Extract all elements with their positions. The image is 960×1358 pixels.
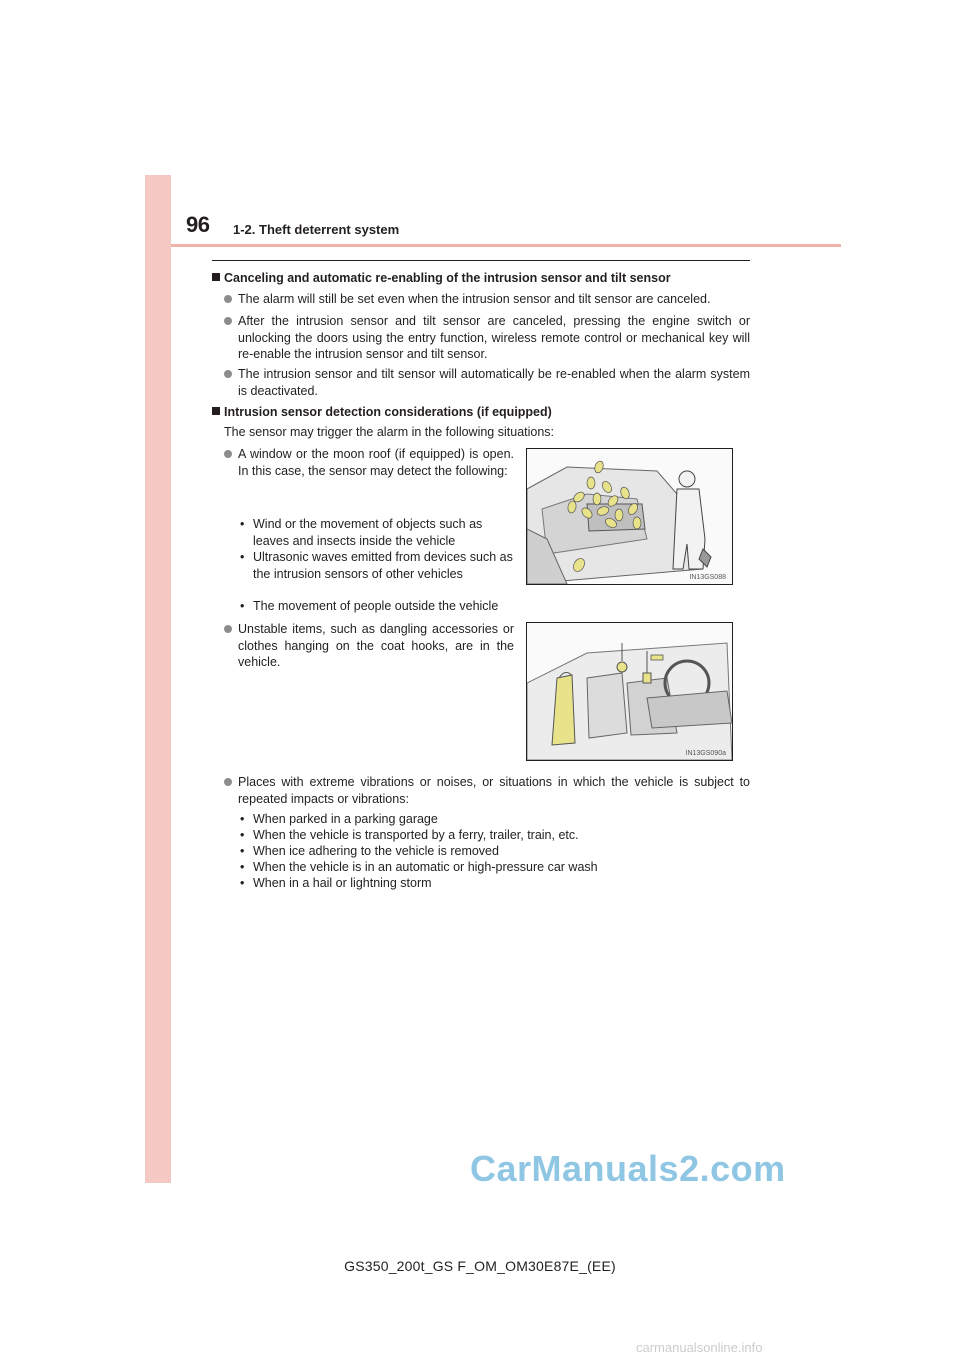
figure-code: IN13GS088: [689, 574, 726, 581]
sub-item-text: When ice adhering to the vehicle is removed: [253, 844, 499, 858]
heading-square-icon: [212, 407, 220, 415]
sub-item-text: When in a hail or lightning storm: [253, 876, 432, 890]
footer-code: GS350_200t_GS F_OM_OM30E87E_(EE): [344, 1258, 616, 1274]
heading-text: Canceling and automatic re-enabling of the intrusion sensor and tilt sensor: [224, 271, 671, 285]
figure-code: IN13GS090a: [685, 750, 726, 757]
header-rule: [171, 244, 841, 247]
sub-item: • When the vehicle is in an automatic or high-pressure car wash: [240, 859, 740, 876]
bullet-item: [224, 366, 750, 399]
bullet-dot-icon: [224, 370, 232, 378]
sub-item-text: Wind or the movement of objects such as leaves and insects inside the vehicle: [253, 517, 483, 548]
sub-item: • When ice adhering to the vehicle is removed: [240, 843, 740, 860]
bullet-text: The alarm will still be set even when the intrusion sensor and tilt sensor are canceled.: [238, 292, 711, 306]
watermark-logo: CarManuals2.com: [470, 1148, 786, 1189]
bullet-dot-icon: [224, 778, 232, 786]
section-title: 1-2. Theft deterrent system: [233, 222, 400, 237]
bullet-text: Places with extreme vibrations or noises, or situations in which the vehicle is subject to repeated impacts or vibrations:: [238, 775, 750, 806]
heading-intrusion: [212, 404, 752, 420]
car-interior-illustration: [527, 623, 732, 760]
bullet-dot-icon: [224, 625, 232, 633]
bullet-item: [224, 291, 750, 308]
sub-item: • The movement of people outside the vehicle: [240, 598, 520, 615]
bullet-item-window: [224, 446, 514, 479]
page-number: 96: [186, 212, 210, 237]
bullet-dot-icon: [224, 450, 232, 458]
sub-item-text: The movement of people outside the vehicle: [253, 599, 499, 613]
bullet-text: The intrusion sensor and tilt sensor will automatically be re-enabled when the alarm system is deactivated.: [238, 367, 750, 398]
heading-text: Intrusion sensor detection considerations (if equipped): [224, 405, 552, 419]
bullet-dot-icon: [224, 295, 232, 303]
heading-square-icon: [212, 273, 220, 281]
bullet-item-unstable: [224, 621, 514, 671]
sub-item-text: When the vehicle is transported by a ferry, trailer, train, etc.: [253, 828, 579, 842]
bullet-dot-icon: [224, 317, 232, 325]
sub-item-text: When parked in a parking garage: [253, 812, 438, 826]
bullet-text: After the intrusion sensor and tilt sensor are canceled, pressing the engine switch or unlocking the doors using the entry function, wireless remote control or mechanical key will re-enable the intrusion sensor and tilt sensor.: [238, 314, 750, 361]
bullet-item: [224, 313, 750, 363]
content-rule: [212, 260, 750, 261]
sidebar-tab: [145, 175, 171, 1183]
sub-item-text: When the vehicle is in an automatic or high-pressure car wash: [253, 860, 598, 874]
sub-item: • Wind or the movement of objects such as leaves and insects inside the vehicle: [240, 516, 514, 549]
sub-item: • When in a hail or lightning storm: [240, 875, 740, 892]
heading-canceling: [212, 270, 752, 286]
sub-item: • When the vehicle is transported by a ferry, trailer, train, etc.: [240, 827, 740, 844]
bullet-text: A window or the moon roof (if equipped) is open. In this case, the sensor may detect the following:: [238, 447, 514, 478]
sub-item-text: Ultrasonic waves emitted from devices such as the intrusion sensors of other vehicles: [253, 550, 513, 581]
car-roof-illustration: [527, 449, 732, 584]
sub-item: • Ultrasonic waves emitted from devices such as the intrusion sensors of other vehicles: [240, 550, 513, 581]
figure-interior: [526, 622, 733, 761]
bullet-item-vibrations: [224, 774, 750, 807]
figure-moon-roof: [526, 448, 733, 585]
intro-text: The sensor may trigger the alarm in the following situations:: [224, 425, 555, 439]
bullet-text: Unstable items, such as dangling accessories or clothes hanging on the coat hooks, are in the vehicle.: [238, 622, 514, 669]
watermark-secondary: carmanualsonline.info: [636, 1340, 763, 1355]
sub-item: • When parked in a parking garage: [240, 811, 740, 828]
